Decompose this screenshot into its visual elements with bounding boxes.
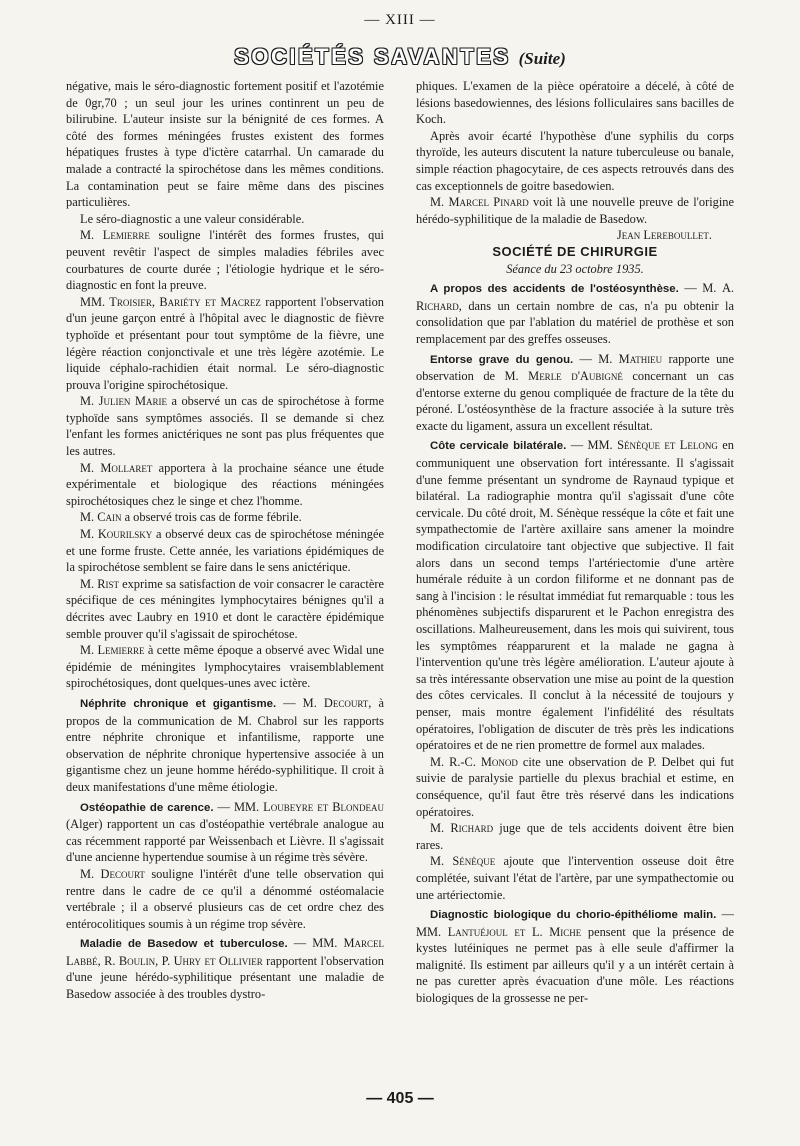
paragraph: M. Julien Marie a observé un cas de spirochétose à forme typhoïde sans symptômes associés. Il se demande si chez l'enfant les formes anictériques ne sont pas plus fréquentes que les autres. bbox=[66, 394, 384, 459]
rubric-heading: Côte cervicale bilatérale. bbox=[430, 440, 567, 453]
paragraph: Maladie de Basedow et tuberculose. — MM. Marcel Labbé, R. Boulin, P. Uhry et Ollivier rapportent l'observation d'une jeune hérédo-syphilitique présentant une maladie de Basedow associée à des troubles dystro- bbox=[66, 936, 384, 1002]
paragraph: Le séro-diagnostic a une valeur considérable. bbox=[80, 211, 305, 226]
paragraph: phiques. L'examen de la pièce opératoire a décelé, à côté de lésions basedowiennes, des lésions folliculaires sans bacilles de Koch. bbox=[416, 79, 734, 127]
author-name: MM. Troisier, Bariéty et Macrez bbox=[80, 294, 261, 309]
author-name: Marcel Labbé, R. Boulin, P. Uhry et Ollivier bbox=[66, 936, 384, 968]
paragraph: Diagnostic biologique du chorio-épithéliome malin. — MM. Lantuéjoul et L. Miche pensent que la présence de kystes lutéiniques ne permet pas à elle seule d'affirmer la malignité. Ils estiment par ailleurs qu'il y a un intérêt certain à ne pas curetter après évacuation d'une môle. Les réactions biologiques de la grossesse ne per- bbox=[416, 907, 734, 1006]
rubric-heading: A propos des accidents de l'ostéosynthèse. bbox=[430, 283, 679, 296]
paragraph: Néphrite chronique et gigantisme. — M. Decourt, à propos de la communication de M. Chabrol sur les rapports entre néphrite chronique et infantilisme, rapporte une observation de néphrite chronique hypertensive associée à un gigantisme chez un jeune homme hérédo-syphilitique. Il croit à deux manifestations d'une même étiologie. bbox=[66, 695, 384, 794]
author-name: M. Decourt bbox=[80, 866, 145, 881]
author-name: M. Lemierre bbox=[80, 643, 145, 658]
rubric-heading: Ostéopathie de carence. bbox=[80, 801, 214, 814]
paragraph: Ostéopathie de carence. — MM. Loubeyre et Blondeau (Alger) rapportent un cas d'ostéopathie vertébrale analogue au cas récemment rapporté par Weissenbach et Lièvre. Il s'agissait d'une ancienne hypertendue soumise à un régime très sévère. bbox=[66, 799, 384, 865]
author-name: M. Kourilsky bbox=[80, 527, 153, 542]
rubric-heading: Maladie de Basedow et tuberculose. bbox=[80, 938, 288, 951]
paragraph: A propos des accidents de l'ostéosynthèse. — M. A. Richard, dans un certain nombre de cas, n'a pu obtenir la consolidation que par l'ablation du matériel de prothèse et son remplacement par des greffes osseuses. bbox=[416, 281, 734, 346]
paragraph: M. Lemierre souligne l'intérêt des formes frustes, qui peuvent revêtir l'aspect de simples maladies fébriles avec courbatures de courte durée ; l'étiologie hydrique et le séro-diagnostic en font la preuve. bbox=[66, 228, 384, 293]
author-name: Merle d'Aubigné bbox=[528, 369, 623, 384]
page-number: — 405 — bbox=[366, 1090, 434, 1107]
roman-page-number: — XIII — bbox=[364, 12, 436, 28]
author-name: M. R.-C. Monod bbox=[430, 754, 518, 769]
paragraph: M. Mollaret apportera à la prochaine séance une étude expérimentale et biologique des réactions méningées spirochétosiques chez le singe et chez l'homme. bbox=[66, 460, 384, 508]
left-column bbox=[66, 78, 384, 1088]
session-date: Séance du 23 octobre 1935. bbox=[506, 261, 644, 276]
author-name: M. Sénèque bbox=[430, 854, 496, 869]
paragraph: négative, mais le séro-diagnostic fortement positif et l'azotémie de 0gr,70 ; un seul jour les urines continrent un peu de bilirubine. L'auteur insiste sur la bénignité de ces formes. A côté des formes méningées frustes existent des formes hépatiques frustes à type d'ictère catarrhal. Un camarade du malade a contracté la spirochétose dans les mêmes conditions. La contamination peut se faire même dans des piscines particulières. bbox=[66, 79, 384, 210]
author-name: M. Rist bbox=[80, 576, 119, 591]
paragraph: M. Cain a observé trois cas de forme fébrile. bbox=[80, 510, 302, 525]
paragraph: M. Kourilsky a observé deux cas de spirochétose méningée et une forme fruste. Cette année, les variations épidémiques de la spirochétose semblent se faire dans le sens anictérique. bbox=[66, 527, 384, 575]
rubric-heading: Néphrite chronique et gigantisme. bbox=[80, 697, 277, 710]
paragraph: M. Rist exprime sa satisfaction de voir consacrer le caractère spécifique de ces méningites lymphocytaires bénignes qu'il a décrites avec Laubry en 1910 et dont le caractère épidémique semble prouver qu'il s'agissait de spirochétose. bbox=[66, 576, 384, 641]
author-name: A. Richard bbox=[416, 281, 734, 313]
paragraph: M. Sénèque ajoute que l'intervention osseuse doit être complétée, suivant l'état de l'artère, par une sympathectomie ou une artériectomie. bbox=[416, 854, 734, 902]
paragraph: Après avoir écarté l'hypothèse d'une syphilis du corps thyroïde, les auteurs discutent la nature tuberculeuse ou banale, simple réaction phagocytaire, de ces aspects retrouvés dans des cas exceptionnels de goitre basedowien. bbox=[416, 128, 734, 193]
page-heading bbox=[0, 44, 800, 70]
paragraph: M. Richard juge que de tels accidents doivent être bien rares. bbox=[416, 821, 734, 852]
paragraph: M. Decourt souligne l'intérêt d'une telle observation qui rentre dans le cadre de ce qu'il a dénommé ostéomalacie vertébrale ; il a observé plusieurs cas de cet ordre chez des entérocolitiques soumis à un régime trop sévère. bbox=[66, 866, 384, 931]
author-name: Sénèque et Lelong bbox=[617, 438, 718, 453]
rubric-heading: Entorse grave du genou. bbox=[430, 353, 574, 366]
paragraph: MM. Troisier, Bariéty et Macrez rapportent l'observation d'un jeune garçon entré à l'hôpital avec le diagnostic de fièvre typhoïde et présentant pour tout symptôme de la fièvre, une légère réaction conjonctivale et une très légère azotémie. Le liquide céphalo-rachidien était normal. Le séro-diagnostic prouva l'origine spirochétosique. bbox=[66, 294, 384, 392]
author-name: Loubeyre et Blondeau bbox=[263, 799, 384, 814]
author-name: M. Julien Marie bbox=[80, 394, 167, 409]
rubric-heading: Diagnostic biologique du chorio-épithéliome malin. bbox=[430, 909, 717, 922]
paragraph: Côte cervicale bilatérale. — MM. Sénèque et Lelong en communiquent une observation fort intéressante. Il s'agissait d'une femme présentant un syndrome de Raynaud typique et bilatéral. La radiographie montra qu'il s'agissait d'une côte cervicale. Du côté droit, M. Sénèque resséque la côte et fait une sympathectomie de l'artère axillaire sans amener la moindre modification circulatoire tant objective que subjective. Il fait alors dans un second temps l'artériectomie d'une artère humérale réduite à un cordon filiforme et ne donnant pas de sang à l'incision : le résultat immédiat fut remarquable : tous les phénomènes subjectifs disparurent et le Pachon enregistra des oscillations. Malheureusement, dans les mois qui suivirent, tous les symptômes réapparurent et la malade ne gagna à l'intervention qu'une très légère amélioration. L'auteur ajoute à sa très intéressante observation une mise au point de la question des côtes cervicales. Il conclut à la nécessité de toujours y penser, mais montre également l'infidélité des résultats opératoires, l'obligation de discuter de très près les indications opératoires et de ne rien promettre de formel aux malades. bbox=[416, 438, 734, 753]
author-name: M. Mollaret bbox=[80, 460, 153, 475]
right-column bbox=[416, 78, 734, 1088]
author-name: Decourt bbox=[323, 695, 369, 710]
paragraph: M. Lemierre à cette même époque a observé avec Widal une épidémie de méningites lymphocytaires vraisemblablement spirochétosiques, dont quelques-unes avec ictère. bbox=[66, 643, 384, 691]
author-name: Lantuéjoul et L. Miche bbox=[447, 924, 582, 939]
paragraph: Entorse grave du genou. — M. Mathieu rapporte une observation de M. Merle d'Aubigné concernant un cas d'entorse externe du genou compliquée de fracture de la tête du péroné. L'ostéosynthèse de la fracture associée à la suture très exacte du ligament, assura un excellent résultat. bbox=[416, 351, 734, 433]
author-name: M. Richard bbox=[430, 821, 494, 836]
paragraph: M. Marcel Pinard voit là une nouvelle preuve de l'origine hérédo-syphilitique de la maladie de Basedow. bbox=[416, 195, 734, 226]
author-name: M. Lemierre bbox=[80, 228, 150, 243]
author-name: Mathieu bbox=[618, 351, 663, 366]
heading-title: SOCIÉTÉS SAVANTES bbox=[234, 44, 511, 69]
author-name: M. Marcel Pinard bbox=[430, 195, 529, 210]
author-name: M. Cain bbox=[80, 510, 122, 525]
paragraph: M. R.-C. Monod cite une observation de P. Delbet qui fut suivie de paralysie partielle du plexus brachial et estime, en conséquence, qu'il faut être très réservé dans les indications opératoires. bbox=[416, 754, 734, 819]
heading-suite: (Suite) bbox=[518, 49, 566, 68]
section-heading: SOCIÉTÉ DE CHIRURGIE bbox=[492, 243, 658, 259]
signature: Jean Lereboullet. bbox=[616, 228, 712, 243]
